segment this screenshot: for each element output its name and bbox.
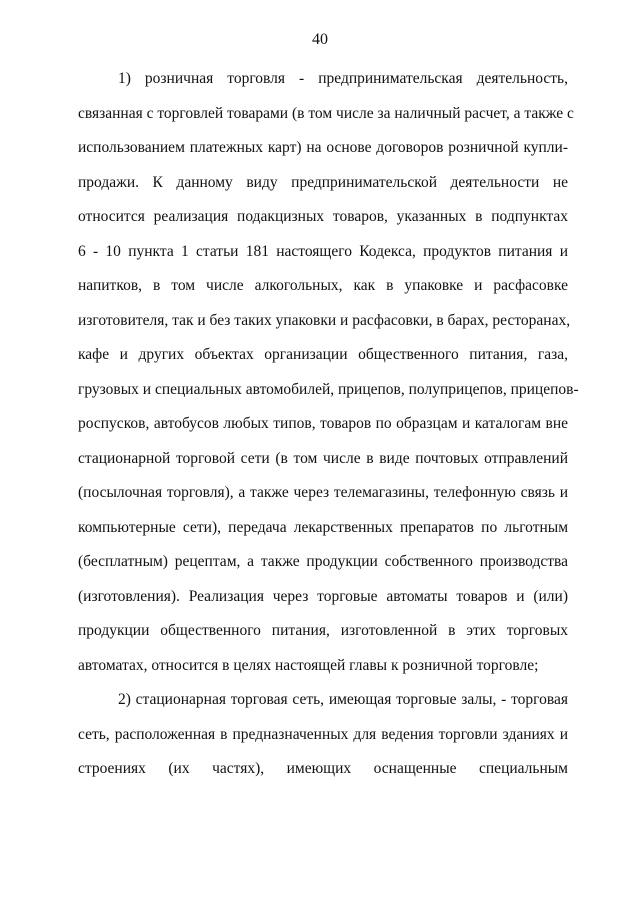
text-line: 2) стационарная торговая сеть, имеющая торговые залы, - торговая bbox=[118, 691, 568, 708]
text-line: автоматах, относится в целях настоящей главы к розничной торговле; bbox=[78, 656, 539, 674]
text-line: продажи. К данному виду предпринимательской деятельности не bbox=[78, 173, 568, 191]
text-line: кафе и других объектах организации общественного питания, газа, bbox=[78, 346, 568, 363]
text-line: продукции общественного питания, изготовленной в этих торговых bbox=[78, 622, 568, 639]
text-line: строениях (их частях), имеющих оснащенные специальным bbox=[78, 760, 568, 777]
text-line: сеть, расположенная в предназначенных для ведения торговли зданиях и bbox=[78, 725, 568, 743]
text-line: (бесплатным) рецептам, а также продукции собственного производства bbox=[78, 553, 568, 570]
text-line: изготовителя, так и без таких упаковки и расфасовки, в барах, ресторанах, bbox=[78, 311, 571, 329]
text-line: использованием платежных карт) на основе договоров розничной купли- bbox=[78, 139, 568, 156]
text-line: относится реализация подакцизных товаров, указанных в подпунктах bbox=[78, 208, 568, 225]
text-line: стационарной торговой сети (в том числе в виде почтовых отправлений bbox=[78, 449, 568, 467]
text-line: (посылочная торговля), а также через телемагазины, телефонную связь и bbox=[78, 484, 568, 501]
text-line: роспусков, автобусов любых типов, товаров по образцам и каталогам вне bbox=[78, 415, 568, 432]
text-line: компьютерные сети), передача лекарственных препаратов по льготным bbox=[78, 518, 568, 536]
paragraph-item-2 bbox=[78, 683, 568, 787]
text-line: 1) розничная торговля - предпринимательская деятельность, bbox=[118, 70, 568, 87]
document-body bbox=[78, 62, 579, 787]
text-line: связанная с торговлей товарами (в том числе за наличный расчет, а также с bbox=[78, 104, 574, 122]
text-line: напитков, в том числе алкогольных, как в упаковке и расфасовке bbox=[78, 277, 568, 294]
text-line: грузовых и специальных автомобилей, прицепов, полуприцепов, прицепов- bbox=[78, 380, 579, 398]
page-number: 40 bbox=[312, 31, 328, 48]
paragraph-item-1 bbox=[78, 62, 579, 683]
text-line: (изготовления). Реализация через торговые автоматы товаров и (или) bbox=[78, 587, 568, 605]
text-line: 6 - 10 пункта 1 статьи 181 настоящего Кодекса, продуктов питания и bbox=[78, 242, 568, 260]
